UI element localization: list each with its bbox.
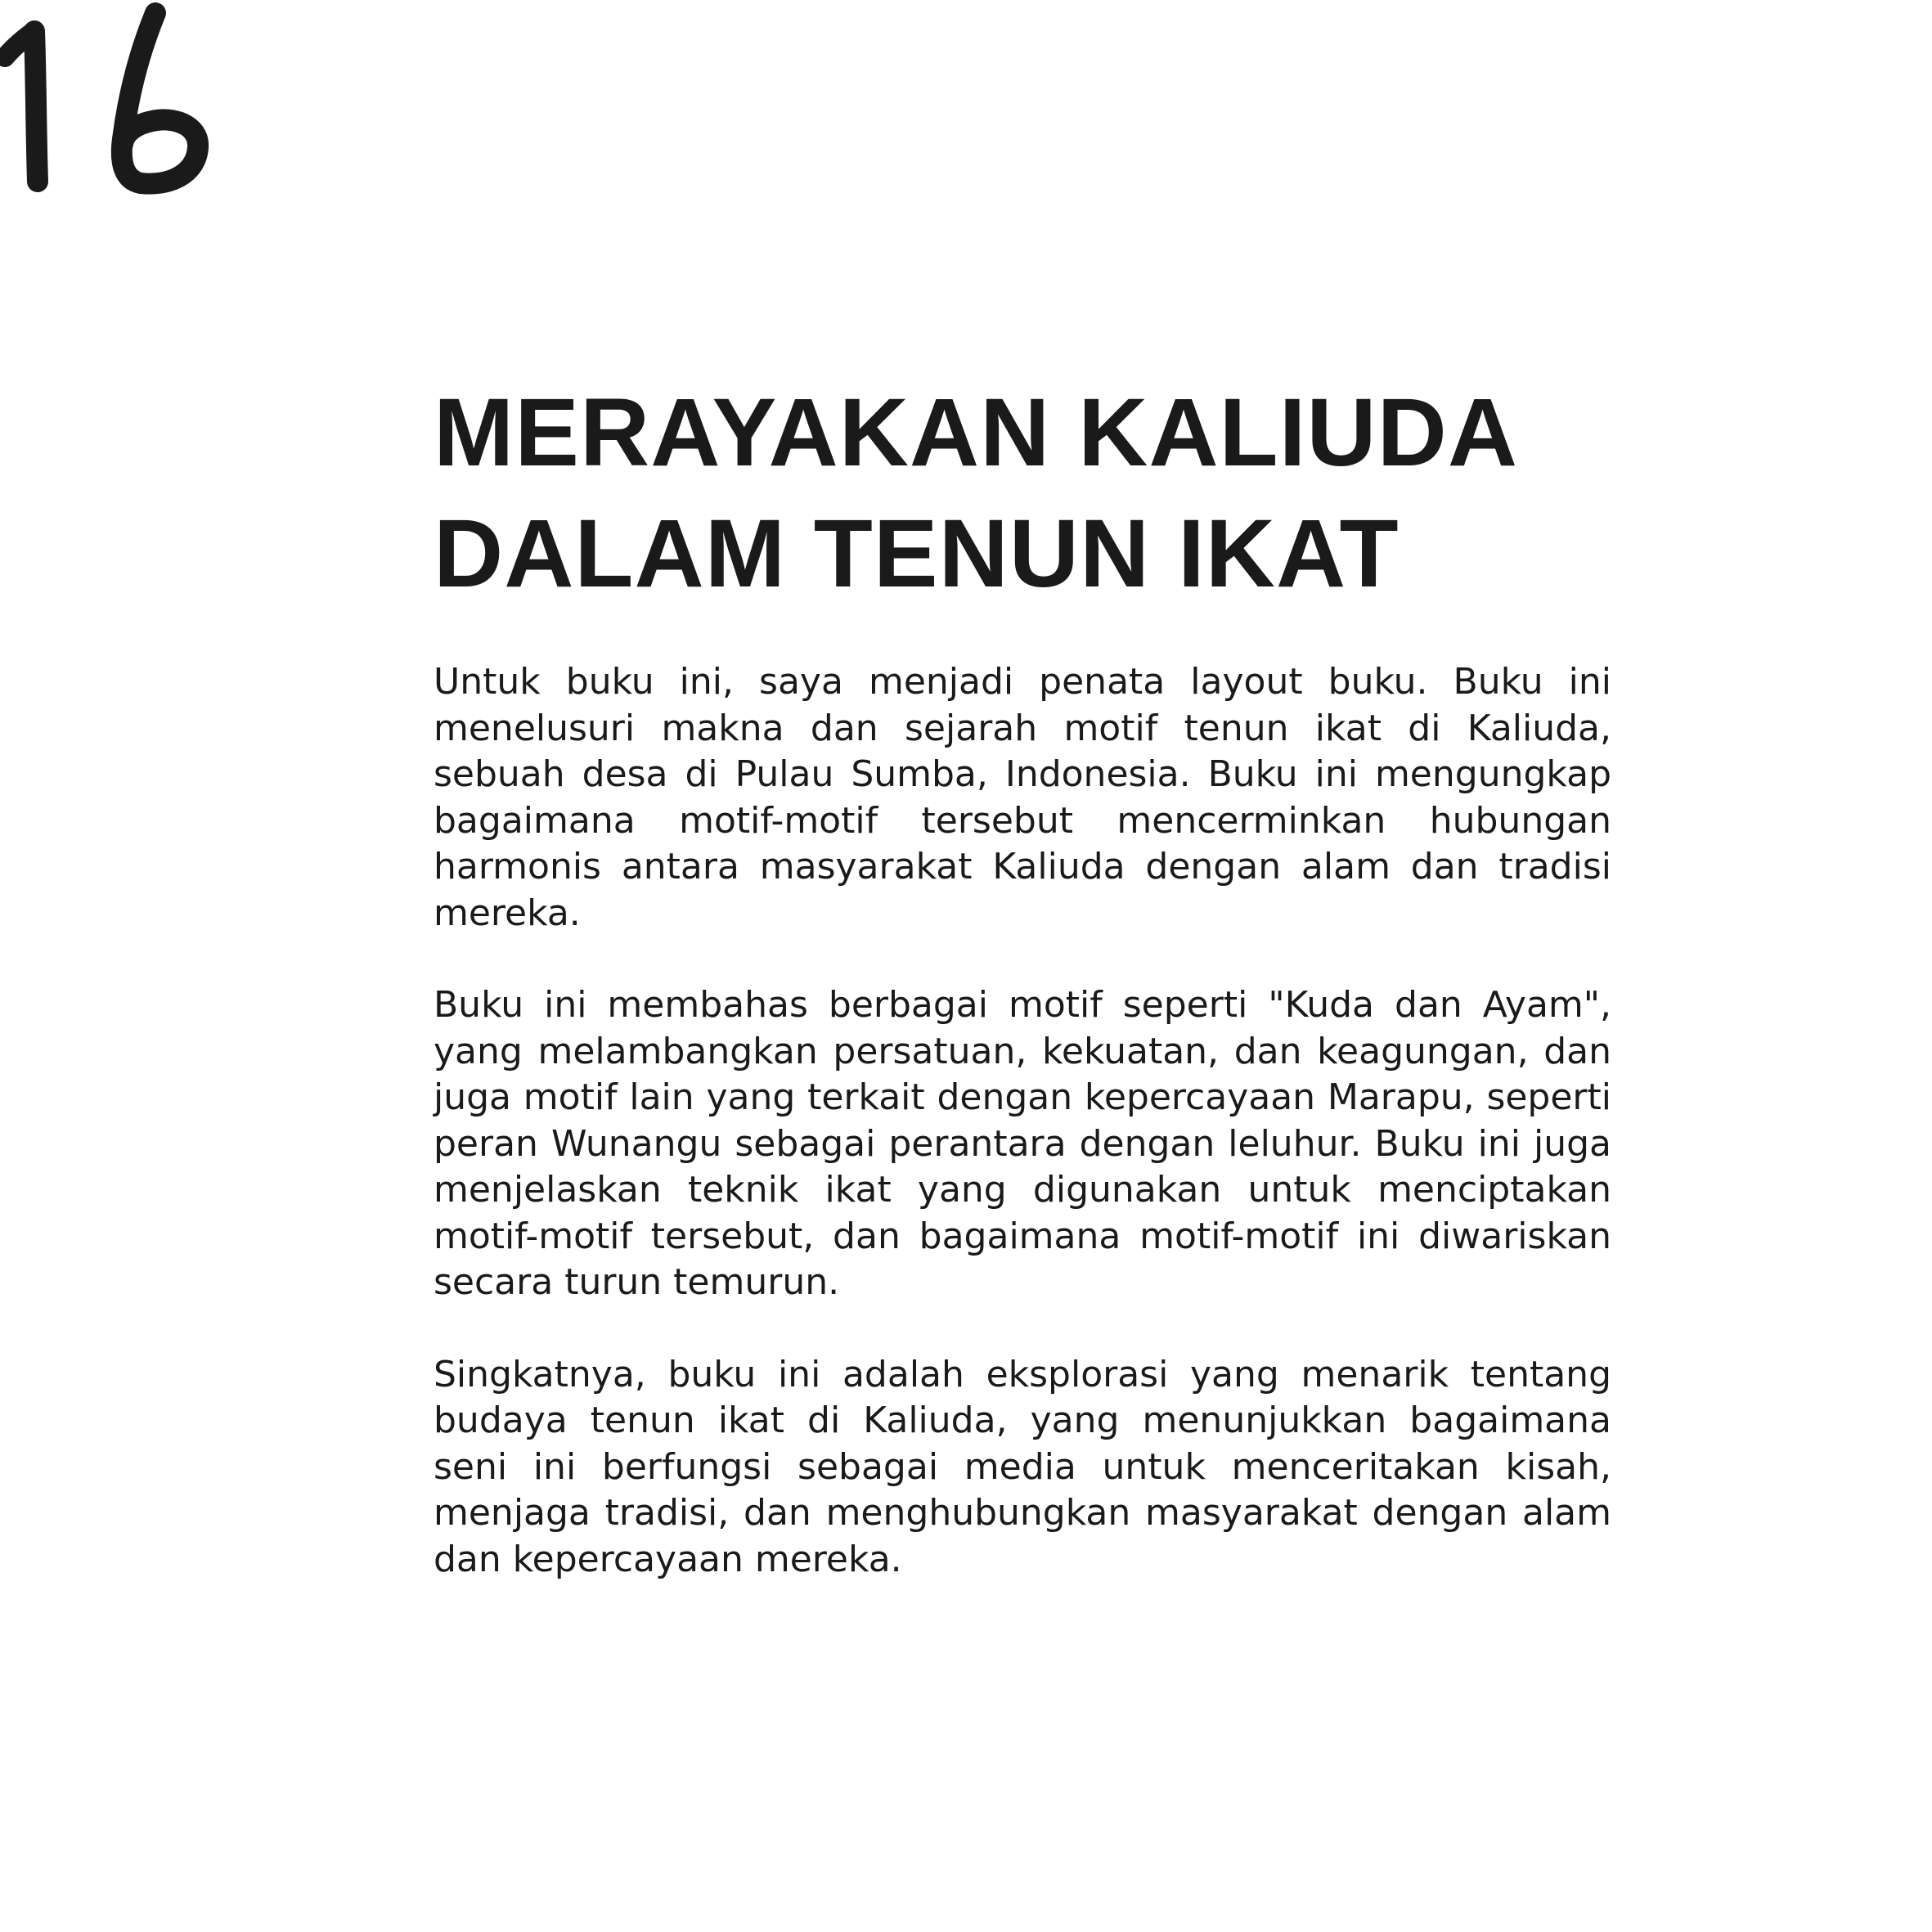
title-line-2: DALAM TENUN IKAT: [434, 500, 1400, 608]
paragraph-3: Singkatnya, buku ini adalah eksplorasi yang menarik tentang budaya tenun ikat di Kaliuda, yang menunjukkan bagaimana seni ini berfungsi sebagai media untuk menceritakan kisah, menjaga tradisi, dan menghubungkan masyarakat dengan alam dan kepercayaan mereka.: [434, 1353, 1611, 1580]
article-body: [434, 659, 1611, 1583]
paragraph-2: Buku ini membahas berbagai motif seperti "Kuda dan Ayam", yang melambangkan persatuan, kekuatan, dan keagungan, dan juga motif lain yang terkait dengan kepercayaan Marapu, seperti peran Wunangu sebagai perantara dengan leluhur. Buku ini juga menjelaskan teknik ikat yang digunakan untuk menciptakan motif-motif tersebut, dan bagaimana motif-motif ini diwariskan secara turun temurun.: [434, 984, 1611, 1303]
paragraph-1: Untuk buku ini, saya menjadi penata layout buku. Buku ini menelusuri makna dan sejarah motif tenun ikat di Kaliuda, sebuah desa di Pulau Sumba, Indonesia. Buku ini mengungkap bagaimana motif-motif tersebut mencerminkan hubungan harmonis antara masyarakat Kaliuda dengan alam dan tradisi mereka.: [434, 661, 1611, 934]
page-title: [434, 372, 1620, 614]
digit-six-stem: [122, 13, 155, 183]
title-line-1: MERAYAKAN KALIUDA: [434, 379, 1519, 487]
digit-one-stem: [34, 31, 38, 182]
hand-drawn-page-number: [0, 0, 221, 204]
page-number: [0, 0, 221, 204]
article: [434, 372, 1620, 1629]
